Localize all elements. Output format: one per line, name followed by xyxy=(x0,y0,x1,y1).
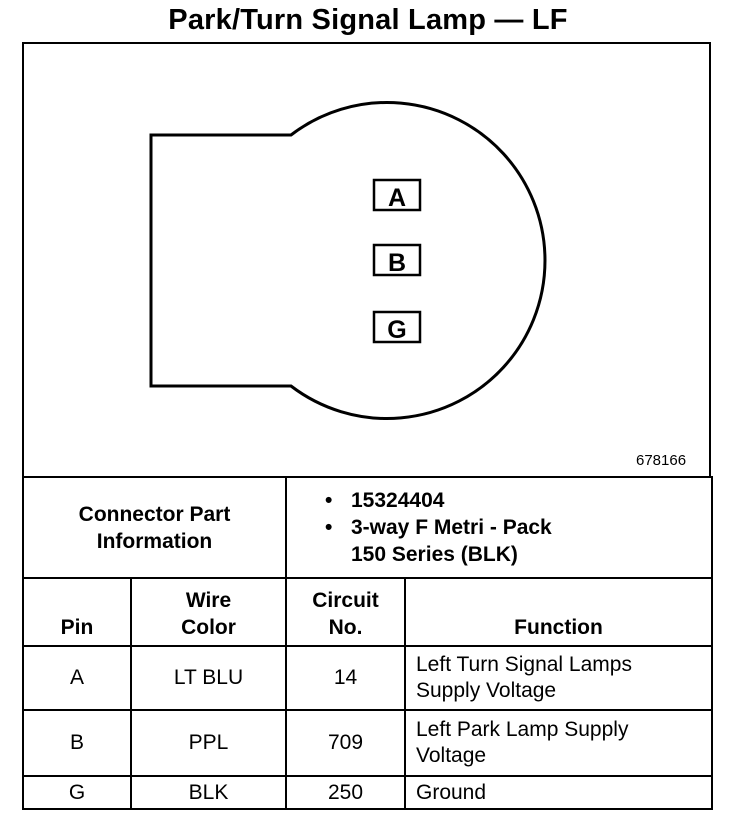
pin-cell: B xyxy=(23,710,131,776)
wire-color-cell: LT BLU xyxy=(131,646,286,710)
wire-color-cell: BLK xyxy=(131,776,286,809)
table-row xyxy=(23,710,712,776)
connector-part-info-label-line: Information xyxy=(96,529,213,553)
pin-cavity-g xyxy=(374,312,420,344)
circuit-cell: 709 xyxy=(286,710,405,776)
table-row xyxy=(23,776,712,809)
connector-description xyxy=(325,514,705,568)
function-cell: Left Turn Signal Lamps Supply Voltage xyxy=(405,646,712,710)
table-row xyxy=(23,646,712,710)
pin-cavity-label: G xyxy=(387,316,407,344)
header-function: Function xyxy=(405,578,712,646)
function-cell: Ground xyxy=(405,776,712,809)
pin-cavity-label: B xyxy=(387,249,407,277)
pin-cell: A xyxy=(23,646,131,710)
bullet-icon: • xyxy=(325,489,333,512)
connector-part-number xyxy=(325,487,705,514)
circuit-cell: 250 xyxy=(286,776,405,809)
pin-cell: G xyxy=(23,776,131,809)
connector-part-info-label-line: Connector Part xyxy=(78,502,231,526)
connector-part-text: 15324404 xyxy=(351,489,445,512)
header-pin: Pin xyxy=(23,578,131,646)
connector-description-line: 150 Series (BLK) xyxy=(351,543,518,566)
bullet-icon: • xyxy=(325,516,333,539)
connector-description-line: 3-way F Metri - Pack xyxy=(351,516,552,539)
figure-number: 678166 xyxy=(636,452,687,469)
page-title: Park/Turn Signal Lamp — LF xyxy=(168,4,568,36)
table-header-row xyxy=(23,578,712,646)
connector-part-info-list xyxy=(286,477,712,578)
pin-cavity-a xyxy=(374,180,420,212)
function-cell: Left Park Lamp Supply Voltage xyxy=(405,710,712,776)
connector-pinout-table xyxy=(22,476,713,810)
circuit-cell: 14 xyxy=(286,646,405,710)
header-wire-color: Wire Color xyxy=(131,578,286,646)
connector-part-info-row xyxy=(23,477,712,578)
wire-color-cell: PPL xyxy=(131,710,286,776)
connector-outline xyxy=(151,103,545,419)
pin-cavity-label: A xyxy=(387,184,407,212)
header-circuit-no: Circuit No. xyxy=(286,578,405,646)
pin-cavity-b xyxy=(374,245,420,277)
connector-part-info-label xyxy=(23,477,286,578)
